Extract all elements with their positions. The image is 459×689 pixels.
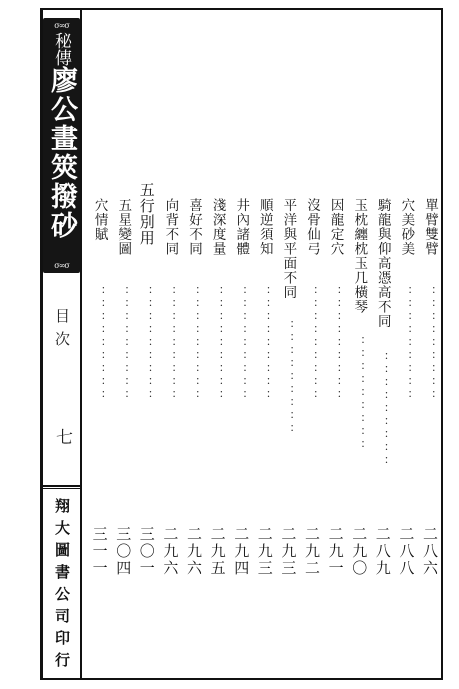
toc-leader-dots: ：：：：：：：：：: [400, 286, 414, 403]
toc-entry-page: 三〇一: [137, 526, 156, 577]
toc-entry-title: 平洋與平面不同: [280, 198, 297, 300]
toc-entry[interactable]: [419, 198, 441, 598]
toc-entry[interactable]: [207, 198, 229, 598]
section-label: 目次: [53, 308, 71, 354]
page-number: 七: [52, 428, 72, 445]
toc-entry-page: 二九四: [232, 526, 251, 577]
toc-leader-dots: ：：：：：：：：：: [258, 286, 272, 403]
toc-entry-title: 淺深度量: [209, 198, 226, 256]
toc-entry[interactable]: [254, 198, 276, 598]
toc-entry[interactable]: [183, 198, 205, 598]
title-ornament-top: σ∞σ: [54, 21, 69, 30]
toc-entry-page: 三〇四: [114, 526, 133, 577]
toc-leader-dots: ：：：：：：：：：: [93, 286, 107, 403]
toc-entry-page: 二九〇: [350, 526, 369, 577]
toc-entry[interactable]: [372, 198, 394, 598]
toc-entry-title: 井內諸體: [233, 198, 250, 256]
toc-entry-page: 二九六: [161, 526, 180, 577]
toc-entry-page: 二八六: [421, 526, 439, 577]
toc-entry[interactable]: [159, 198, 181, 598]
toc-entry-page: 二九五: [208, 526, 227, 577]
toc-leader-dots: ：：：：：：：：：: [329, 286, 343, 403]
toc-entry-title: 順逆須知: [256, 198, 273, 256]
toc-entry[interactable]: [230, 198, 252, 598]
publisher-imprint: 翔大圖書公司印行: [53, 498, 71, 674]
frame-bottom-line: [40, 678, 443, 680]
book-title-main: 廖公畫筴撥砂經: [8, 32, 77, 240]
toc-entry-title: 向背不同: [162, 198, 179, 256]
toc-entry-page: 二九三: [255, 526, 274, 577]
toc-entry-title: 穴美砂美: [398, 198, 415, 256]
toc-entry[interactable]: [325, 198, 347, 598]
toc-entry-title: 因龍定穴: [327, 198, 344, 256]
book-title-prefix: 秘傳: [51, 32, 71, 66]
toc-leader-dots: ：：：：：：：：：: [306, 286, 319, 403]
toc-entry-title: 單臂雙臂: [422, 198, 438, 256]
toc-entry[interactable]: [301, 198, 323, 598]
toc-entry-page: 二九二: [303, 526, 321, 577]
toc-leader-dots: ：：：：：：：：：: [117, 286, 131, 403]
title-ornament-bottom: σ∞σ: [54, 261, 69, 270]
toc-entry-title: 沒骨仙弓: [304, 198, 320, 256]
toc-leader-dots: ：：：：：：：：：: [376, 352, 390, 469]
toc-entry[interactable]: [136, 182, 158, 598]
frame-right-line: [441, 8, 443, 680]
toc-leader-dots: ：：：：：：：：：: [188, 286, 201, 403]
side-divider: [40, 485, 82, 487]
toc-entry-page: 二八九: [373, 526, 392, 577]
toc-entry-page: 二八八: [397, 526, 416, 577]
toc-leader-dots: ：：：：：：：：：: [164, 286, 178, 403]
toc-entry[interactable]: [277, 198, 299, 598]
toc-entry[interactable]: [348, 198, 370, 598]
toc-entry[interactable]: [89, 198, 111, 598]
toc-entry-page: 二九三: [279, 526, 298, 577]
toc-entry-title: 喜好不同: [186, 198, 202, 256]
toc-entry-title: 騎龍與仰高憑高不同: [374, 198, 391, 329]
book-title: [8, 32, 80, 260]
toc-leader-dots: ：：：：：：：：：: [211, 286, 225, 403]
toc-leader-dots: ：：：：：：：：：: [424, 286, 437, 403]
toc-entry[interactable]: [112, 198, 134, 598]
side-divider-thin: [40, 488, 82, 489]
toc-leader-dots: ：：：：：：：：：: [282, 320, 296, 437]
toc-entry-page: 三一一: [90, 526, 109, 577]
toc-entry-page: 二九六: [185, 526, 203, 577]
toc-entry-title: 五星變圖: [115, 198, 132, 256]
frame-top-line: [40, 8, 443, 10]
toc-entry-title: 玉枕纏枕玉几橫琴: [351, 198, 368, 314]
toc-leader-dots: ：：：：：：：：：: [353, 336, 367, 453]
toc-entry-title: 五行別用: [137, 182, 156, 246]
toc-leader-dots: ：：：：：：：：：: [235, 286, 249, 403]
toc-entry-title: 穴情賦: [91, 198, 108, 242]
toc-leader-dots: ：：：：：：：：：: [140, 286, 154, 403]
toc-entry[interactable]: [395, 198, 417, 598]
toc-entry-page: 二九一: [326, 526, 345, 577]
frame-inner-left-line: [80, 8, 82, 680]
